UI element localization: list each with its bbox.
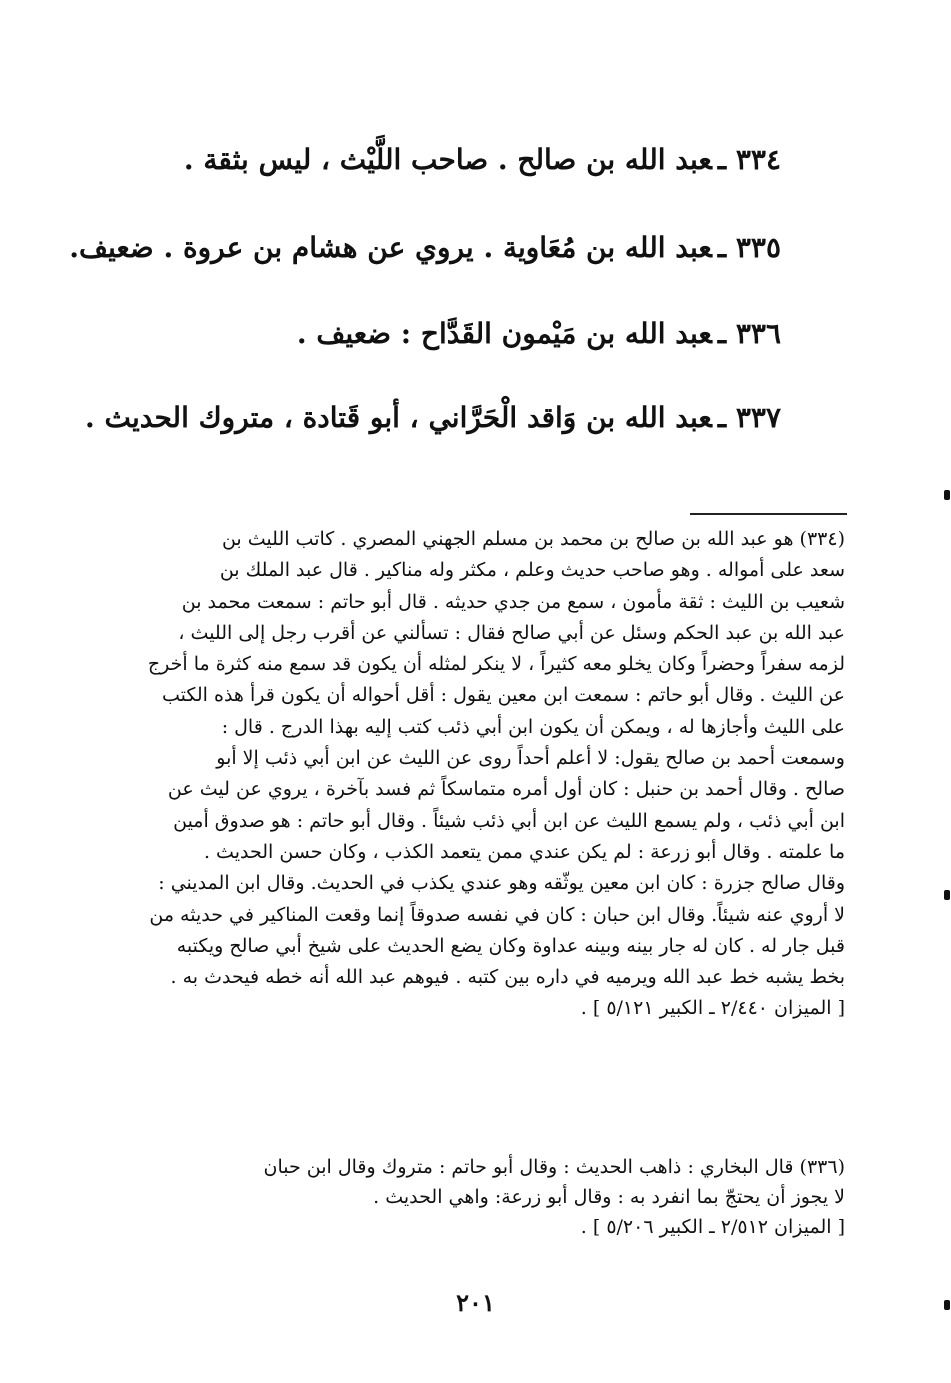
entry-336 [150, 314, 781, 354]
entry-text: عبد الله بن مُعَاوية . يروي عن هشام بن عروة . ضعيف. [69, 231, 712, 264]
footnote-line: قبل جار له . كان له جار بينه وبينه عداوة وكان يضع الحديث على شيخ أبي صالح ويكتبه [176, 934, 845, 957]
footnote-line: عن الليث . وقال أبو حاتم : سمعت ابن معين يقول : أقل أحواله أن يكون قرأ هذه الكتب [162, 684, 845, 707]
entry-text: عبد الله بن صالح . صاحب اللَّيْث ، ليس بثقة . [183, 143, 712, 176]
footnote-line: صالح . وقال أحمد بن حنبل : كان أول أمره متماسكاً ثم فسد بآخرة ، يروي عن ليث عن [167, 778, 845, 801]
footnote-336 [127, 1152, 845, 1242]
footnote-line: شعيب بن الليث : ثقة مأمون ، سمع من جدي حديثه . قال أبو حاتم : سمعت محمد بن [181, 590, 845, 613]
footnote-reference: [ الميزان ٢/٤٤٠ ـ الكبير ٥/١٢١ ] . [580, 997, 845, 1020]
entry-337 [84, 398, 781, 438]
entry-335 [69, 228, 781, 268]
entry-text: عبد الله بن وَاقد الْحَرَّاني ، أبو قَتادة ، متروك الحديث . [84, 401, 712, 434]
scan-edge-mark [944, 1300, 950, 1310]
footnote-line: ابن أبي ذئب ، ولم يسمع الليث عن ابن أبي ذئب شيئاً . وقال أبو حاتم : هو صدوق أمين [173, 809, 845, 832]
footnote-line: لا يجوز أن يحتجّ بما انفرد به : وقال أبو زرعة: واهي الحديث . [373, 1186, 845, 1208]
footnote-line: ما علمته . وقال أبو زرعة : لم يكن عندي ممن يتعمد الكذب ، وكان حسن الحديث . [203, 840, 845, 863]
footnote-334 [127, 524, 845, 1025]
entry-number: ٣٣٤ ـ [717, 143, 781, 176]
scan-edge-mark [944, 490, 950, 500]
page-number: ٢٠١ [456, 1288, 495, 1317]
footnote-line: لزمه سفراً وحضراً وكان يخلو معه كثيراً ، لا ينكر لمثله أن يكون قد سمع منه كثرة ما أخرج [147, 653, 845, 676]
footnote-line: (٣٣٤) هو عبد الله بن صالح بن محمد بن مسلم الجهني المصري . كاتب الليث بن [221, 528, 845, 550]
footnote-line: عبد الله بن عبد الحكم وسئل عن أبي صالح فقال : تسألني عن أقرب رجل إلى الليث ، [178, 621, 845, 644]
footnote-line: (٣٣٦) قال البخاري : ذاهب الحديث : وقال أبو حاتم : متروك وقال ابن حبان [263, 1156, 845, 1178]
footnote-line: بخط يشبه خط عبد الله ويرميه في داره بين كتبه . فيوهم عبد الله أنه خطه فيحدث به . [170, 966, 845, 989]
footnote-reference: [ الميزان ٢/٥١٢ ـ الكبير ٥/٢٠٦ ] . [580, 1216, 845, 1238]
entry-number: ٣٣٥ ـ [717, 231, 781, 264]
footnote-line: سعد على أمواله . وهو صاحب حديث وعلم ، مكثر وله مناكير . قال عبد الملك بن [219, 559, 845, 582]
entry-number: ٣٣٧ ـ [717, 401, 781, 434]
footnote-line: لا أروي عنه شيئاً. وقال ابن حبان : كان في نفسه صدوقاً إنما وقعت المناكير في حديثه من [149, 903, 845, 926]
footnote-line: وسمعت أحمد بن صالح يقول: لا أعلم أحداً روى عن الليث عن ابن أبي ذئب إلا أبو [216, 747, 845, 770]
entry-334 [150, 140, 781, 180]
scan-edge-mark [944, 890, 950, 900]
footnote-line: على الليث وأجازها له ، ويمكن أن يكون ابن أبي ذئب كتب إليه بهذا الدرج . قال : [221, 715, 845, 738]
footnote-separator [690, 513, 847, 515]
entry-number: ٣٣٦ ـ [717, 317, 781, 350]
entry-text: عبد الله بن مَيْمون القَدَّاح : ضعيف . [296, 317, 712, 350]
footnote-line: وقال صالح جزرة : كان ابن معين يوثّقه وهو عندي يكذب في الحديث. وقال ابن المديني : [158, 872, 845, 895]
